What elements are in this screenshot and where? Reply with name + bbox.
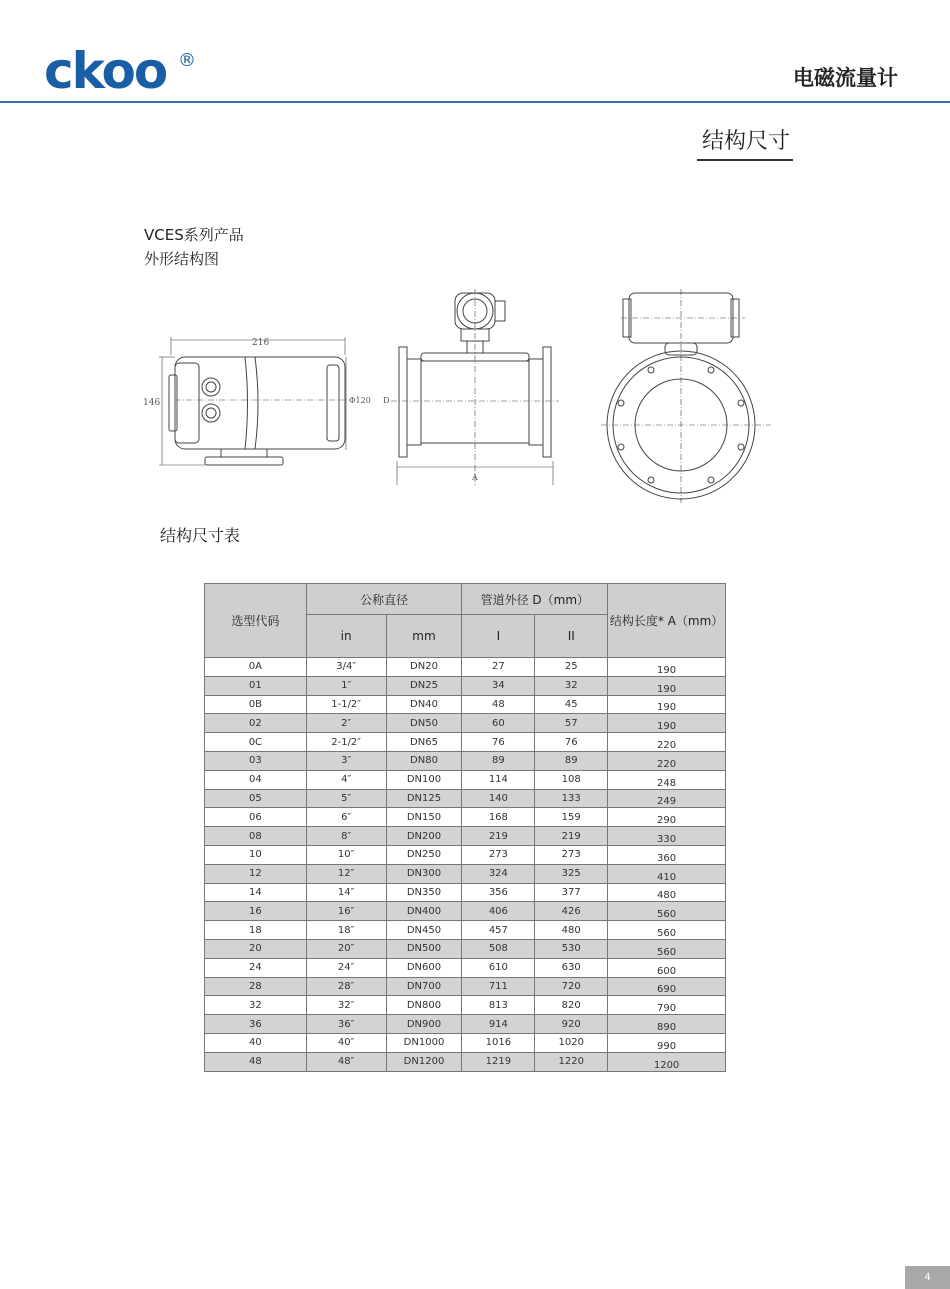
brand-logo	[44, 42, 167, 100]
cell-model-code: 28	[205, 977, 307, 996]
cell-od-ii: 630	[535, 958, 608, 977]
cell-length: 220	[608, 733, 726, 752]
cell-length: 560	[608, 902, 726, 921]
cell-od-i: 324	[462, 864, 535, 883]
cell-od-ii: 89	[535, 751, 608, 770]
cell-od-i: 140	[462, 789, 535, 808]
cell-od-i: 60	[462, 714, 535, 733]
cell-od-i: 711	[462, 977, 535, 996]
cell-inch: 5″	[306, 789, 386, 808]
cell-od-i: 508	[462, 939, 535, 958]
cell-od-i: 76	[462, 733, 535, 752]
cell-inch: 4″	[306, 770, 386, 789]
product-name: 电磁流量计	[793, 66, 898, 90]
cell-dn: DN25	[386, 676, 462, 695]
section-underline	[697, 159, 793, 161]
cell-length: 330	[608, 827, 726, 846]
cell-inch: 24″	[306, 958, 386, 977]
cell-inch: 32″	[306, 996, 386, 1015]
cell-model-code: 01	[205, 676, 307, 695]
cell-od-ii: 426	[535, 902, 608, 921]
cell-od-ii: 133	[535, 789, 608, 808]
cell-model-code: 0C	[205, 733, 307, 752]
cell-dn: DN250	[386, 845, 462, 864]
cell-inch: 16″	[306, 902, 386, 921]
cell-model-code: 32	[205, 996, 307, 1015]
phi-dimension-label: Φ120	[349, 396, 371, 405]
cell-od-ii: 480	[535, 921, 608, 940]
table-row	[205, 714, 726, 733]
cell-od-i: 610	[462, 958, 535, 977]
cell-length: 190	[608, 658, 726, 677]
cell-inch: 3″	[306, 751, 386, 770]
cell-inch: 14″	[306, 883, 386, 902]
cell-od-ii: 720	[535, 977, 608, 996]
cell-inch: 2-1/2″	[306, 733, 386, 752]
drawing-caption: 外形结构图	[144, 250, 220, 268]
cell-dn: DN600	[386, 958, 462, 977]
table-row	[205, 845, 726, 864]
table-row	[205, 770, 726, 789]
cell-dn: DN350	[386, 883, 462, 902]
cell-od-i: 34	[462, 676, 535, 695]
cell-od-ii: 377	[535, 883, 608, 902]
registered-mark: ®	[178, 50, 196, 71]
table-row	[205, 808, 726, 827]
cell-od-i: 914	[462, 1015, 535, 1034]
cell-od-i: 457	[462, 921, 535, 940]
cell-length: 410	[608, 864, 726, 883]
cell-dn: DN700	[386, 977, 462, 996]
cell-length: 690	[608, 977, 726, 996]
cell-dn: DN400	[386, 902, 462, 921]
cell-od-ii: 45	[535, 695, 608, 714]
cell-dn: DN800	[386, 996, 462, 1015]
cell-inch: 6″	[306, 808, 386, 827]
table-row	[205, 996, 726, 1015]
cell-dn: DN1000	[386, 1033, 462, 1052]
cell-inch: 20″	[306, 939, 386, 958]
transmitter-side-view	[143, 337, 371, 465]
section-title: 结构尺寸	[702, 129, 791, 154]
cell-dn: DN900	[386, 1015, 462, 1034]
cell-model-code: 40	[205, 1033, 307, 1052]
meter-side-view	[601, 289, 771, 503]
table-row	[205, 1033, 726, 1052]
cell-model-code: 14	[205, 883, 307, 902]
table-row	[205, 958, 726, 977]
cell-inch: 8″	[306, 827, 386, 846]
cell-inch: 40″	[306, 1033, 386, 1052]
table-row	[205, 827, 726, 846]
cell-dn: DN100	[386, 770, 462, 789]
cell-length: 249	[608, 789, 726, 808]
cell-dn: DN300	[386, 864, 462, 883]
header-mm: mm	[386, 615, 462, 658]
cell-length: 480	[608, 883, 726, 902]
header-structural-length: 结构长度* A（mm）	[608, 584, 726, 658]
table-row	[205, 1052, 726, 1071]
cell-model-code: 03	[205, 751, 307, 770]
outline-drawings	[135, 285, 775, 505]
cell-model-code: 16	[205, 902, 307, 921]
header-pipe-od: 管道外径 D（mm）	[462, 584, 608, 615]
cell-od-ii: 530	[535, 939, 608, 958]
diameter-d-label: D	[383, 396, 390, 405]
cell-model-code: 24	[205, 958, 307, 977]
cell-dn: DN125	[386, 789, 462, 808]
cell-od-ii: 219	[535, 827, 608, 846]
cell-od-i: 114	[462, 770, 535, 789]
length-a-label: A	[472, 473, 478, 482]
cell-model-code: 48	[205, 1052, 307, 1071]
cell-length: 190	[608, 676, 726, 695]
header-od-i: I	[462, 615, 535, 658]
cell-model-code: 20	[205, 939, 307, 958]
cell-od-i: 219	[462, 827, 535, 846]
cell-od-i: 168	[462, 808, 535, 827]
cell-od-ii: 76	[535, 733, 608, 752]
table-row	[205, 977, 726, 996]
cell-model-code: 12	[205, 864, 307, 883]
table-row	[205, 864, 726, 883]
dimension-table	[204, 583, 726, 1072]
cell-inch: 1-1/2″	[306, 695, 386, 714]
cell-inch: 10″	[306, 845, 386, 864]
cell-inch: 2″	[306, 714, 386, 733]
cell-dn: DN80	[386, 751, 462, 770]
cell-od-ii: 108	[535, 770, 608, 789]
cell-length: 220	[608, 751, 726, 770]
cell-dn: DN200	[386, 827, 462, 846]
cell-length: 560	[608, 921, 726, 940]
cell-model-code: 04	[205, 770, 307, 789]
table-row	[205, 695, 726, 714]
cell-inch: 18″	[306, 921, 386, 940]
cell-length: 560	[608, 939, 726, 958]
table-row	[205, 939, 726, 958]
header-in: in	[306, 615, 386, 658]
cell-dn: DN50	[386, 714, 462, 733]
cell-od-ii: 25	[535, 658, 608, 677]
cell-od-i: 1219	[462, 1052, 535, 1071]
cell-inch: 3/4″	[306, 658, 386, 677]
cell-od-ii: 1020	[535, 1033, 608, 1052]
cell-model-code: 08	[205, 827, 307, 846]
header-nominal-diameter: 公称直径	[306, 584, 462, 615]
table-row	[205, 921, 726, 940]
cell-inch: 28″	[306, 977, 386, 996]
height-dimension-label: 146	[143, 398, 161, 408]
cell-dn: DN450	[386, 921, 462, 940]
meter-front-view	[383, 289, 559, 485]
cell-od-ii: 273	[535, 845, 608, 864]
cell-model-code: 36	[205, 1015, 307, 1034]
cell-od-i: 813	[462, 996, 535, 1015]
cell-length: 990	[608, 1033, 726, 1052]
cell-length: 248	[608, 770, 726, 789]
logo-text: ckoo	[44, 42, 167, 100]
cell-od-ii: 1220	[535, 1052, 608, 1071]
cell-dn: DN20	[386, 658, 462, 677]
cell-model-code: 05	[205, 789, 307, 808]
series-caption	[144, 223, 244, 271]
cell-inch: 36″	[306, 1015, 386, 1034]
series-name: VCES系列产品	[144, 226, 244, 244]
table-body	[205, 658, 726, 1072]
cell-model-code: 06	[205, 808, 307, 827]
cell-length: 190	[608, 714, 726, 733]
cell-od-ii: 325	[535, 864, 608, 883]
cell-length: 890	[608, 1015, 726, 1034]
header-divider	[0, 101, 950, 103]
table-row	[205, 733, 726, 752]
cell-dn: DN150	[386, 808, 462, 827]
cell-od-i: 406	[462, 902, 535, 921]
cell-od-ii: 57	[535, 714, 608, 733]
table-row	[205, 658, 726, 677]
width-dimension-label: 216	[252, 338, 270, 348]
cell-model-code: 18	[205, 921, 307, 940]
cell-inch: 48″	[306, 1052, 386, 1071]
table-row	[205, 676, 726, 695]
header-od-ii: II	[535, 615, 608, 658]
cell-model-code: 0A	[205, 658, 307, 677]
cell-od-i: 1016	[462, 1033, 535, 1052]
cell-od-ii: 820	[535, 996, 608, 1015]
table-row	[205, 1015, 726, 1034]
cell-length: 360	[608, 845, 726, 864]
cell-length: 600	[608, 958, 726, 977]
cell-dn: DN500	[386, 939, 462, 958]
cell-dn: DN1200	[386, 1052, 462, 1071]
table-row	[205, 902, 726, 921]
cell-inch: 12″	[306, 864, 386, 883]
cell-od-i: 48	[462, 695, 535, 714]
cell-length: 190	[608, 695, 726, 714]
header-model-code: 选型代码	[205, 584, 307, 658]
cell-model-code: 10	[205, 845, 307, 864]
cell-dn: DN40	[386, 695, 462, 714]
cell-od-ii: 920	[535, 1015, 608, 1034]
cell-model-code: 02	[205, 714, 307, 733]
cell-od-i: 273	[462, 845, 535, 864]
table-title: 结构尺寸表	[160, 526, 241, 545]
page-number: 4	[905, 1266, 950, 1289]
cell-od-i: 27	[462, 658, 535, 677]
cell-od-ii: 159	[535, 808, 608, 827]
cell-length: 290	[608, 808, 726, 827]
cell-od-i: 356	[462, 883, 535, 902]
cell-inch: 1″	[306, 676, 386, 695]
cell-length: 1200	[608, 1052, 726, 1071]
table-row	[205, 883, 726, 902]
cell-dn: DN65	[386, 733, 462, 752]
table-row	[205, 751, 726, 770]
table-row	[205, 789, 726, 808]
cell-od-i: 89	[462, 751, 535, 770]
cell-od-ii: 32	[535, 676, 608, 695]
cell-length: 790	[608, 996, 726, 1015]
cell-model-code: 0B	[205, 695, 307, 714]
